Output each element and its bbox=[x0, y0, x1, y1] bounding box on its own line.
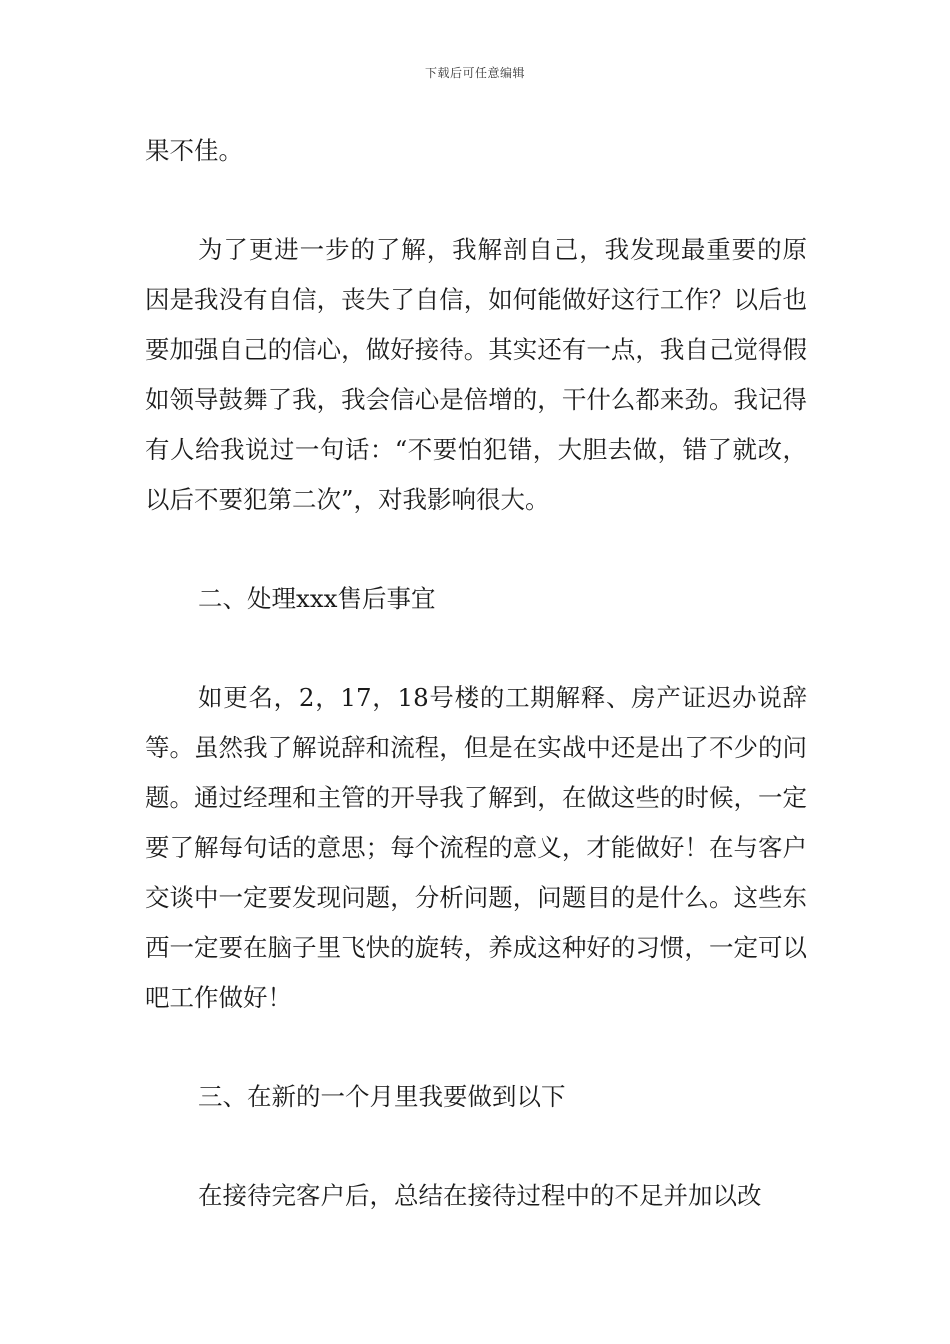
section-heading-two: 二、处理xxx售后事宜 bbox=[198, 584, 436, 613]
document-body bbox=[145, 126, 807, 1221]
paragraph-self-analysis: 为了更进一步的了解，我解剖自己，我发现最重要的原因是我没有自信，丧失了自信，如何能做好这行工作？以后也要加强自己的信心，做好接待。其实还有一点，我自己觉得假如领导鼓舞了我，我会信心是倍增的，干什么都来劲。我记得有人给我说过一句话：“不要怕犯错，大胆去做，错了就改，以后不要犯第二次”，对我影响很大。 bbox=[145, 235, 807, 514]
page-header-note: 下载后可任意编辑 bbox=[424, 66, 525, 80]
paragraph-after-sales: 如更名，2，17，18号楼的工期解释、房产证迟办说辞等。虽然我了解说辞和流程，但是在实战中还是出了不少的问题。通过经理和主管的开导我了解到，在做这些的时候，一定要了解每句话的意思；每个流程的意义，才能做好！在与客户交谈中一定要发现问题，分析问题，问题目的是什么。这些东西一定要在脑子里飞快的旋转，养成这种好的习惯，一定可以吧工作做好！ bbox=[145, 683, 807, 1012]
section-heading-three: 三、在新的一个月里我要做到以下 bbox=[198, 1082, 566, 1111]
paragraph-next-month: 在接待完客户后，总结在接待过程中的不足并加以改 bbox=[198, 1181, 762, 1210]
paragraph-continuation: 果不佳。 bbox=[145, 136, 243, 165]
